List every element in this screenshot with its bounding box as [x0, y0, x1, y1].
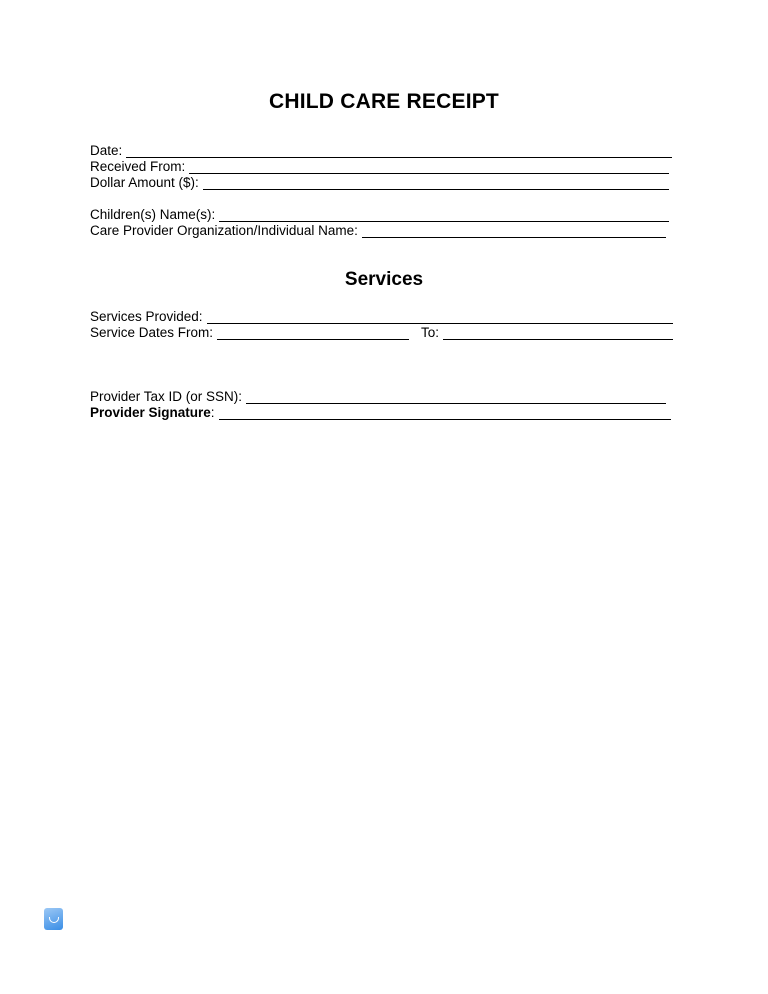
received-from-field[interactable] [189, 161, 669, 174]
dollar-amount-field[interactable] [203, 177, 669, 190]
services-provided-row [90, 309, 673, 325]
received-from-row [90, 159, 669, 175]
service-dates-row [90, 325, 673, 341]
received-from-label: Received From: [90, 159, 186, 174]
dollar-amount-label: Dollar Amount ($): [90, 175, 199, 190]
date-label: Date: [90, 143, 123, 158]
care-provider-row [90, 223, 666, 239]
service-dates-to-label: To: [421, 325, 440, 340]
service-dates-to-field[interactable] [443, 327, 673, 340]
children-names-row [90, 207, 669, 223]
provider-tax-id-row [90, 389, 666, 405]
date-row [90, 143, 672, 159]
children-names-label: Children(s) Name(s): [90, 207, 216, 222]
document-title: CHILD CARE RECEIPT [269, 90, 499, 113]
care-provider-label: Care Provider Organization/Individual Name: [90, 223, 358, 238]
provider-signature-label [90, 405, 215, 421]
children-names-field[interactable] [219, 209, 669, 222]
service-dates-from-label: Service Dates From: [90, 325, 214, 340]
provider-signature-field[interactable] [219, 407, 671, 420]
services-provided-field[interactable] [207, 311, 673, 324]
provider-signature-bold: Provider Signature [90, 405, 211, 420]
care-provider-field[interactable] [362, 225, 666, 238]
provider-tax-id-label: Provider Tax ID (or SSN): [90, 389, 243, 404]
provider-signature-colon: : [210, 405, 215, 420]
service-dates-from-field[interactable] [217, 327, 409, 340]
document-logo-icon [44, 908, 63, 930]
services-provided-label: Services Provided: [90, 309, 203, 324]
provider-signature-row [90, 405, 671, 421]
services-heading: Services [344, 269, 424, 290]
date-field[interactable] [126, 145, 672, 158]
dollar-amount-row [90, 175, 669, 191]
provider-tax-id-field[interactable] [246, 391, 666, 404]
